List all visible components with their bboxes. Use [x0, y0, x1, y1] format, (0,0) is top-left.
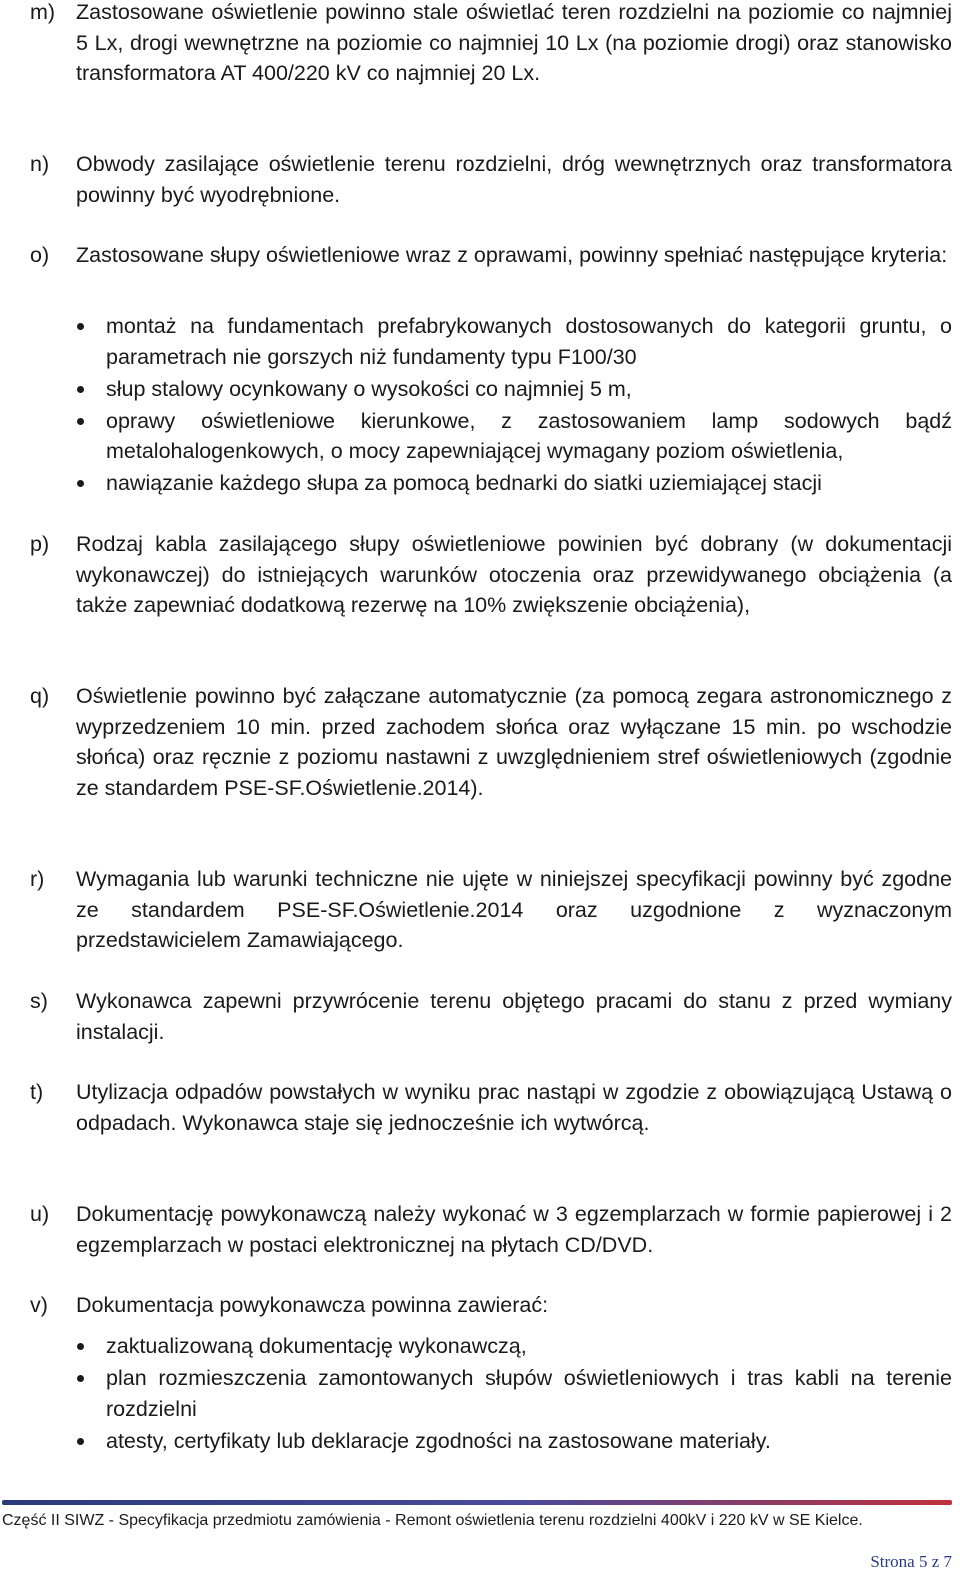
item-text: Dokumentację powykonawczą należy wykonać w 3 egzemplarzach w formie papierowej i 2 egzemplarzach w postaci elektronicznej na płytach CD/DVD.: [76, 1202, 952, 1257]
bullet-item: [76, 1363, 952, 1424]
item-text: Obwody zasilające oświetlenie terenu rozdzielni, dróg wewnętrznych oraz transformatora powinny być wyodrębnione.: [76, 152, 952, 207]
item-label: v): [30, 1293, 48, 1317]
bullet-text: oprawy oświetleniowe kierunkowe, z zastosowaniem lamp sodowych bądź metalohalogenkowych, o mocy zapewniającej wymagany poziom oświetlenia,: [106, 408, 952, 463]
list-item-v: [30, 1290, 952, 1321]
item-label: n): [30, 152, 50, 176]
bullet-dot: [77, 1375, 84, 1382]
bullet-text: nawiązanie każdego słupa za pomocą bednarki do siatki uziemiającej stacji: [106, 471, 822, 495]
item-label: o): [30, 243, 50, 267]
item-label: q): [30, 684, 50, 708]
page-number: Strona 5 z 7: [870, 1552, 952, 1571]
bullet-list-documentation: [76, 1331, 952, 1458]
item-text: Utylizacja odpadów powstałych w wyniku prac nastąpi w zgodzie z obowiązującą Ustawą o odpadach. Wykonawca staje się jednocześnie ich wytwórcą.: [76, 1080, 952, 1135]
list-item-o: [30, 240, 952, 271]
item-text: Wykonawca zapewni przywrócenie terenu objętego pracami do stanu z przed wymiany instalacji.: [76, 989, 952, 1044]
bullet-item: [76, 311, 952, 372]
item-label: u): [30, 1202, 50, 1226]
bullet-text: atesty, certyfikaty lub deklaracje zgodności na zastosowane materiały.: [106, 1428, 771, 1453]
list-item-s: [30, 986, 952, 1047]
list-item-u: [30, 1199, 952, 1260]
bullet-item: [76, 1331, 952, 1362]
bullet-text: zaktualizowaną dokumentację wykonawczą,: [106, 1334, 527, 1358]
bullet-dot: [77, 1343, 84, 1350]
bullet-dot: [77, 480, 84, 487]
bullet-item: [76, 1426, 952, 1457]
item-label: t): [30, 1080, 44, 1104]
item-text: Wymagania lub warunki techniczne nie ujęte w niniejszej specyfikacji powinny być zgodne ze standardem PSE-SF.Oświetlenie.2014 oraz uzgodnione z wyznaczonym przedstawicielem Zamawiającego.: [76, 867, 952, 952]
list-item-p: [30, 529, 952, 621]
list-item-n: [30, 149, 952, 210]
bullet-text: plan rozmieszczenia zamontowanych słupów oświetleniowych i tras kabli na terenie rozdzielni: [106, 1366, 952, 1421]
bullet-text: montaż na fundamentach prefabrykowanych dostosowanych do kategorii gruntu, o parametrach nie gorszych niż fundamenty typu F100/30: [106, 314, 952, 369]
bullet-item: [76, 468, 952, 499]
item-text: Zastosowane oświetlenie powinno stale oświetlać teren rozdzielni na poziomie co najmniej 5 Lx, drogi wewnętrzne na poziomie co najmniej 10 Lx (na poziomie drogi) oraz stanowisko transformatora AT 400/220 kV co najmniej 20 Lx.: [76, 0, 952, 85]
bullet-list-criteria: [76, 311, 952, 500]
bullet-dot: [77, 386, 84, 393]
list-item-m: [30, 0, 952, 89]
item-text: Dokumentacja powykonawcza powinna zawierać:: [76, 1293, 549, 1317]
item-text: Rodzaj kabla zasilającego słupy oświetleniowe powinien być dobrany (w dokumentacji wykonawczej) do istniejących warunków otoczenia oraz przewidywanego obciążenia (a także zapewniać dodatkową rezerwę na 10% zwiększenie obciążenia),: [76, 532, 952, 617]
list-item-q: [30, 681, 952, 803]
bullet-text: słup stalowy ocynkowany o wysokości co najmniej 5 m,: [106, 376, 632, 401]
footer-caption: Część II SIWZ - Specyfikacja przedmiotu zamówienia - Remont oświetlenia terenu rozdzielni 400kV i 220 kV w SE Kielce.: [2, 1512, 863, 1529]
item-label: p): [30, 532, 50, 556]
item-label: s): [30, 989, 48, 1013]
bullet-item: [76, 374, 952, 405]
item-text: Oświetlenie powinno być załączane automatycznie (za pomocą zegara astronomicznego z wyprzedzeniem 10 min. przed zachodem słońca oraz wyłączane 15 min. po wschodzie słońca) oraz ręcznie z poziomu nastawni z uwzględnieniem stref oświetleniowych (zgodnie ze standardem PSE-SF.Oświetlenie.2014).: [76, 684, 952, 800]
bullet-dot: [77, 323, 84, 330]
bullet-dot: [77, 1438, 84, 1445]
bullet-item: [76, 406, 952, 467]
item-text: Zastosowane słupy oświetleniowe wraz z oprawami, powinny spełniać następujące kryteria:: [76, 243, 948, 267]
footer-divider: [2, 1500, 952, 1505]
list-item-t: [30, 1077, 952, 1138]
bullet-dot: [77, 418, 84, 425]
list-item-r: [30, 864, 952, 956]
item-label: m): [30, 0, 56, 24]
item-label: r): [30, 867, 45, 891]
